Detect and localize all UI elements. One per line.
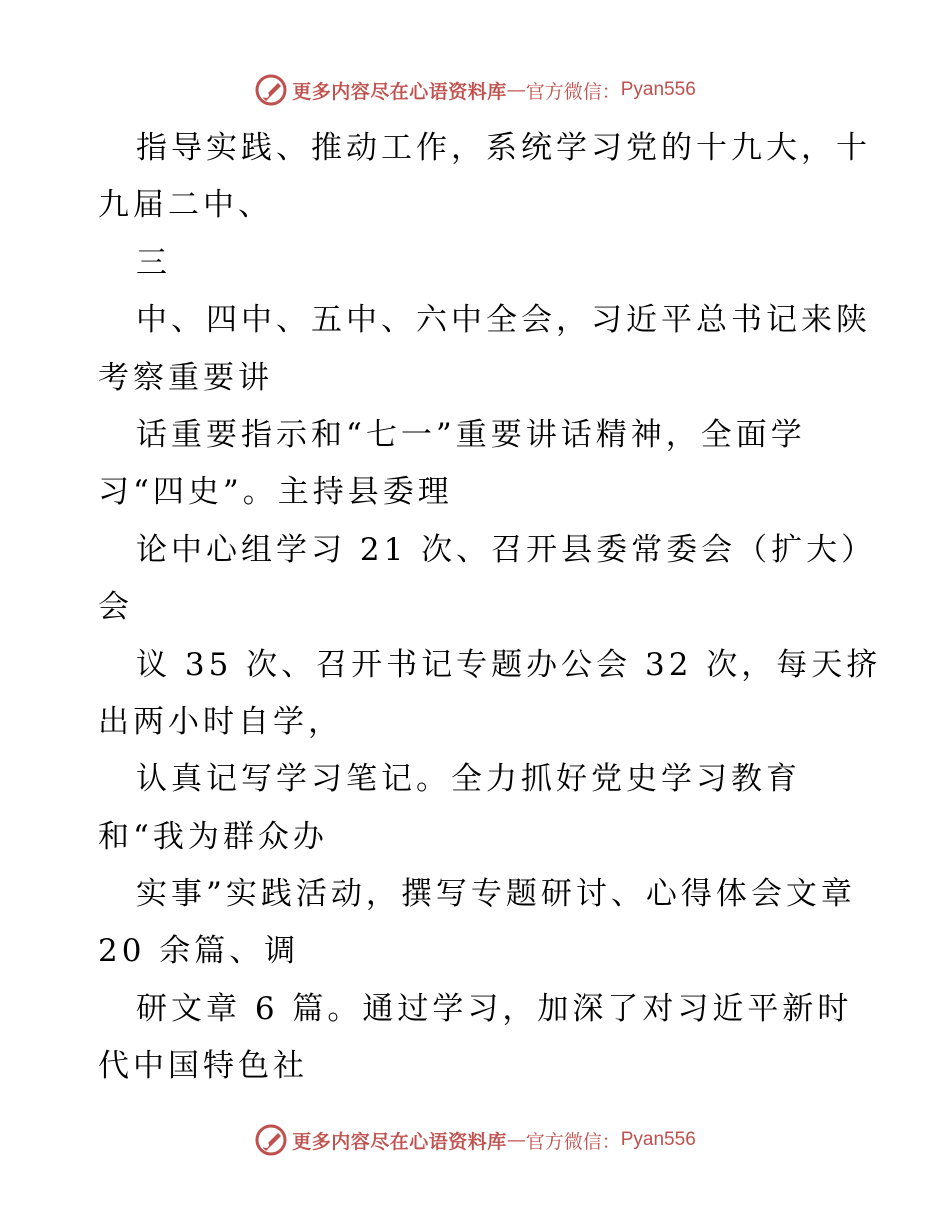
text-line: 话重要指示和“七一”重要讲话精神，全面学 <box>136 416 806 453</box>
text-line: 研文章 6 篇。通过学习，加深了对习近平新时 <box>136 990 853 1027</box>
pen-swirl-logo-icon <box>254 1123 288 1157</box>
pen-swirl-logo-icon <box>254 73 288 107</box>
text-line: 论中心组学习 21 次、召开县委常委会（扩大） <box>136 531 877 568</box>
text-line: 代中国特色社 <box>98 1048 308 1085</box>
watermark-separator: — <box>506 79 526 101</box>
text-line: 实事”实践活动，撰写专题研讨、心得体会文章 <box>136 876 856 913</box>
text-line: 和“我为群众办 <box>98 818 328 855</box>
watermark-text: 更多内容尽在心语资料库 <box>292 80 507 103</box>
text-line: 认真记写学习笔记。全力抓好党史学习教育 <box>136 761 801 798</box>
watermark-label: 官方微信： <box>525 80 621 103</box>
text-line: 考察重要讲 <box>98 359 273 396</box>
text-line: 指导实践、推动工作，系统学习党的十九大，十 <box>136 130 871 166</box>
watermark-separator: — <box>506 1129 526 1151</box>
watermark-handle: Pyan556 <box>620 79 696 100</box>
watermark-text: 更多内容尽在心语资料库 <box>292 1130 507 1153</box>
watermark-handle: Pyan556 <box>620 1129 696 1150</box>
text-line: 20 余篇、调 <box>98 933 300 970</box>
text-line: 议 35 次、召开书记专题办公会 32 次，每天挤 <box>136 646 882 683</box>
text-line: 出两小时自学， <box>98 703 343 740</box>
text-line: 习“四史”。主持县委理 <box>98 474 453 511</box>
text-line: 会 <box>98 589 133 626</box>
watermark-label: 官方微信： <box>525 1130 621 1153</box>
text-line: 中、四中、五中、六中全会，习近平总书记来陕 <box>136 302 871 339</box>
footer-watermark <box>0 1120 950 1160</box>
text-line: 三 <box>136 244 171 281</box>
header-watermark <box>0 70 950 110</box>
document-body <box>98 120 882 1096</box>
text-line: 九届二中、 <box>98 187 273 224</box>
